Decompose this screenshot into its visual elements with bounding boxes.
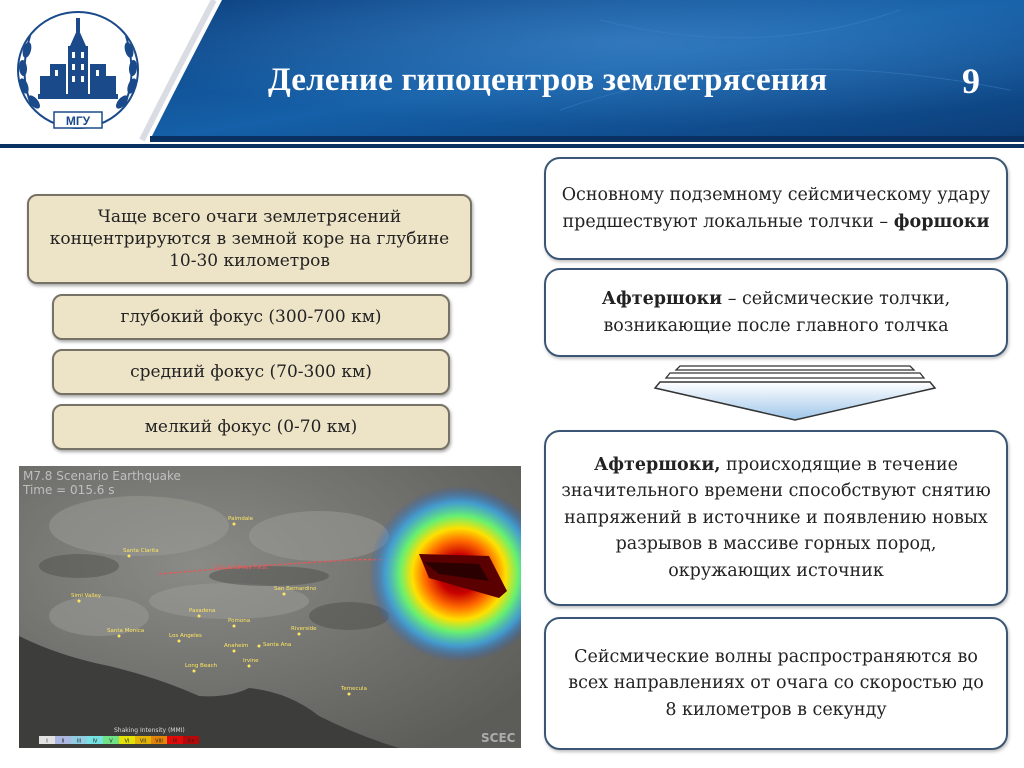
foreshocks-box <box>544 157 1008 260</box>
place-label: Santa Clarita <box>123 548 159 554</box>
shallow-focus-box <box>52 404 450 450</box>
map-watermark: SCEC <box>481 731 516 745</box>
msu-logo <box>10 6 146 136</box>
legend-label: V <box>109 738 113 745</box>
place-label: Los Angeles <box>169 633 202 639</box>
foreshocks-text: Основному подземному сейсмическому удару предшествуют локальные толчки – <box>561 185 991 232</box>
medium-focus-box <box>52 349 450 395</box>
seismic-waves-text: Сейсмические волны распространяются во всех направлениях от очага со скоростью до 8 километров в секунду <box>568 646 984 720</box>
aftershocks-term: Афтершоки <box>601 289 723 309</box>
hypocenter-depth-box <box>27 194 472 284</box>
logo-text: МГУ <box>65 114 91 128</box>
place-label: Pomona <box>228 618 251 624</box>
foreshocks-term: форшоки <box>893 211 990 232</box>
aftershocks-effect-term: Афтершоки, <box>593 454 721 475</box>
medium-focus-label: средний фокус (70-300 км) <box>130 362 372 382</box>
aftershocks-definition-box <box>544 268 1008 357</box>
deep-focus-label: глубокий фокус (300-700 км) <box>120 307 382 327</box>
legend-label: IV <box>92 738 98 745</box>
shaking-intensity-legend <box>39 736 199 745</box>
hypocenter-depth-text: Чаще всего очаги землетрясений концентрируются в земной коре на глубине 10-30 километров <box>49 207 450 271</box>
earthquake-scenario-map <box>19 466 521 748</box>
place-label: Palmdale <box>228 516 254 522</box>
shallow-focus-label: мелкий фокус (0-70 км) <box>144 417 358 437</box>
legend-label: VI <box>124 738 130 745</box>
slide-number: 9 <box>962 61 980 101</box>
legend-label: VII <box>139 738 147 745</box>
place-label: Long Beach <box>185 663 218 669</box>
aftershocks-definition-text: – сейсмические толчки, возникающие после главного толчка <box>603 289 951 336</box>
place-label: Pasadena <box>189 608 216 614</box>
down-arrow-icon <box>640 364 950 422</box>
legend-label: II <box>61 738 65 745</box>
place-label: Simi Valley <box>71 593 102 599</box>
legend-caption: Shaking Intensity (MMI) <box>114 727 185 734</box>
legend-label: IX <box>172 738 178 745</box>
place-label: Santa Ana <box>263 642 292 648</box>
legend-label: VIII <box>155 738 163 745</box>
aftershocks-effect-box <box>544 430 1008 606</box>
deep-focus-box <box>52 294 450 340</box>
legend-label: X+ <box>187 738 195 745</box>
fault-label: San Andreas Fault <box>214 564 269 571</box>
place-label: Santa Monica <box>107 628 145 634</box>
map-title-line2: Time = 015.6 s <box>23 483 115 497</box>
place-label: Irvine <box>243 658 259 664</box>
legend-label: I <box>46 738 48 745</box>
place-label: Temecula <box>341 686 367 692</box>
legend-label: III <box>76 738 82 745</box>
place-label: San Bernardino <box>274 586 317 592</box>
place-label: Riverside <box>291 626 317 632</box>
slide-title: Деление гипоцентров землетрясения <box>268 62 828 98</box>
map-title-line1: M7.8 Scenario Earthquake <box>23 469 181 483</box>
place-label: Anaheim <box>224 643 249 649</box>
aftershocks-effect-text: происходящие в течение значительного времени способствуют снятию напряжений в источнике и появлению новых разрывов в массиве горных пород, окружающих источник <box>561 454 991 581</box>
seismic-waves-box <box>544 617 1008 750</box>
